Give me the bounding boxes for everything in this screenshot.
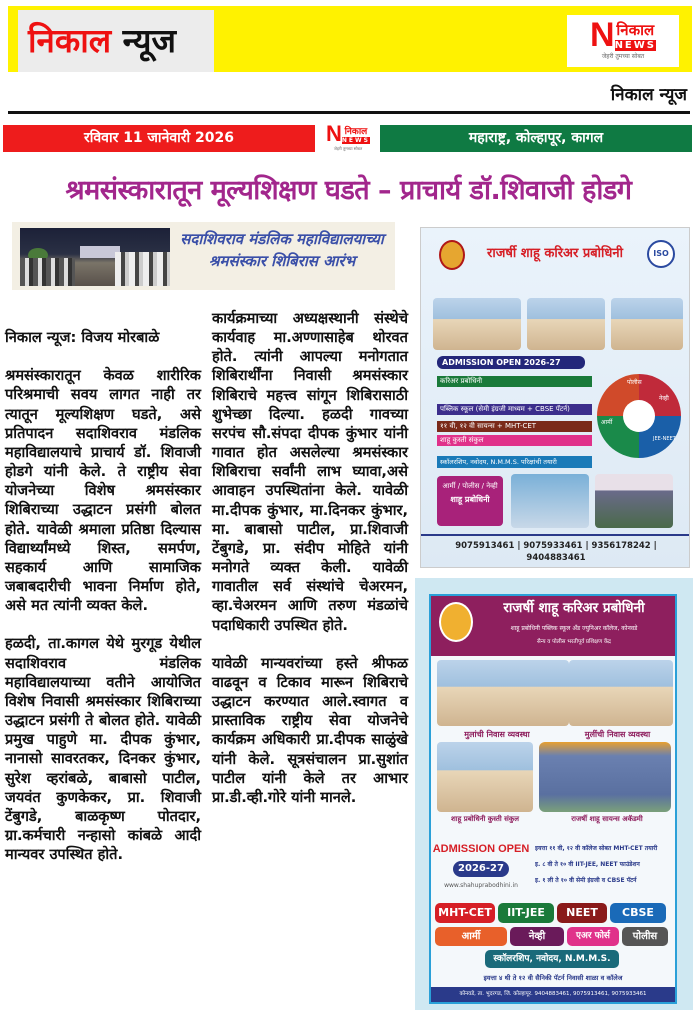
ad1-row: करिअर प्रबोधिनी [437, 376, 592, 387]
ad2-website: www.shahuprabodhini.in [444, 882, 518, 889]
masthead-title [18, 10, 214, 72]
divider [8, 111, 690, 114]
section-subtitle: निकाल न्यूज [610, 85, 687, 105]
chip-police: पोलीस [622, 927, 668, 946]
byline: निकाल न्यूज: विजय मोरबाळे [5, 329, 160, 346]
article-paragraph: यावेळी मान्यवरांच्या हस्ते श्रीफळ वाढवून व टिकाव मारून शिबिराचे उद्धाटन करण्यात आले.स्वागत व प्रास्ताविक राष्ट्रीय सेवा योजनेचे कार्यक्रम अधिकारी प्रा.दीपक साळुंखे यांनी केले. सूत्रसंचालन प्रा.सुशांत पाटील यांनी केले तर आभार प्रा.डी.व्ही.गोरे यांनी मानले. [212, 654, 408, 806]
ad2-label: मुलांची निवास व्यवस्था [464, 730, 530, 739]
ad1-phones: 9075913461 | 9075933461 | 9356178242 | 9404883461 [455, 541, 657, 563]
ad1-row: पब्लिक स्कूल (सेमी इंग्रजी माध्यम + CBSE पॅटर्न) [437, 404, 592, 415]
ad2-point: इ. १ ली ते १० वी सेमी इंग्रजी व CBSE पॅटर्न [535, 877, 637, 884]
chip-air-force: एअर फोर्स [567, 927, 619, 946]
chip-neet: NEET [557, 903, 607, 923]
article-paragraph: हळदी, ता.कागल येथे मुरगूड येथील सदाशिवराव मंडलिक महाविद्यालयाच्या वतीने आयोजित विशेष निवासी श्रमसंस्कार शिबिराच्या उद्धाटन प्रसंगी ते बोलत होते. यावेळी प्रमुख पाहुणे मा. दीपक कुंभार, नानासो सावरतकर, दिनकर कुंभार, सुरेश व्हरांबळे, बाबासो पाटील, जयवंत कुणकेकर, प्रा. शिवाजी टेंबुगडे, बाळकृष्ण पोतदार, ग्रा.कर्मचारी नन्हासो कांबळे आदी मान्यवर उपस्थित होते. [5, 635, 201, 864]
chip-scholarship: स्कॉलरशिप, नवोदय, N.M.M.S. [485, 950, 619, 968]
date-bar: रविवार 11 जानेवारी 2026 [3, 125, 315, 152]
ad2-point: इ. ८ वी ते १० वी IIT-JEE, NEET फाउंडेशन [535, 861, 640, 868]
article-paragraph: श्रमसंस्कारातून केवळ शारीरिक परिश्रमाची सवय लागत नाही तर त्यातून मूल्यशिक्षण घडते, असे प्रतिपादन सदाशिवराव मंडलिक महाविद्यालयाचे प्राचार्य डॉ. शिवाजी होडगे यांनी केले. ते राष्ट्रीय सेवा योजनेच्या विशेष श्रमसंस्कार शिबिराच्या उद्धाटन प्रसंगी बोलत होते. यावेळी श्रमाला प्रतिष्ठा दिल्यास विद्यार्थ्यांमध्ये शिस्त, समर्पण, सहकार्य आणि सामाजिक जबाबदारीची भावना निर्माण होते, असे मत त्यांनी व्यक्त केले. [5, 367, 201, 615]
ad1-admission: ADMISSION OPEN 2026-27 [437, 356, 585, 369]
ad2-point: इयत्ता ११ वी, १२ वी कॉलेज सोबत MHT-CET तयारी [535, 845, 658, 852]
brand-logo: N निकाल NEWS जेहरी तुमच्या सोबत [567, 15, 679, 67]
advertisement-2[interactable] [415, 578, 693, 1010]
ad1-promo: आर्मी / पोलीस / नेव्ही शाहू प्रबोधिनी [437, 476, 503, 526]
ad2-label: राजर्षी शाहू सायन्स अकॅडमी [571, 815, 643, 823]
ad2-bottom-text: इयत्ता ४ थी ते १२ वी सैनिकी पॅटर्न निवासी शाळा व कॉलेज [483, 974, 623, 982]
ad1-row: शाहू कुस्ती संकुल [437, 435, 592, 446]
ad2-label: शाहू प्रबोधिनी कुस्ती संकुल [451, 815, 519, 823]
masthead-title-black: न्यूज [111, 21, 176, 60]
masthead-title-red: निकाल [28, 21, 112, 60]
ad1-row: ११ वी, १२ वी सायन्स + MHT-CET [437, 421, 592, 432]
logo-text: निकाल [616, 20, 655, 39]
emblem-icon [439, 602, 473, 642]
logo-text: निकाल [344, 127, 368, 137]
chip-iit-jee: IIT-JEE [498, 903, 554, 923]
chip-army: आर्मी [435, 927, 507, 946]
ad1-row: स्कॉलरशिप, नवोदय, N.M.M.S. परिक्षांची तयारी [437, 456, 592, 468]
ad2-admission: ADMISSION OPEN [432, 843, 530, 855]
advertisement-1[interactable] [420, 227, 690, 568]
article-column-2 [212, 309, 408, 826]
logo-tagline: जेहरी तुमच्या सोबत [601, 53, 645, 60]
ad2-year: 2026-27 [453, 861, 509, 877]
location-bar: महाराष्ट्र, कोल्हापूर, कागल [380, 125, 692, 152]
iso-badge: ISO [647, 240, 675, 268]
ad2-tag: सैन्य व पोलीस भरतीपूर्व प्रशिक्षण केंद्र [537, 639, 611, 645]
logo-tagline: जेहरी तुमच्या सोबत [333, 146, 363, 151]
ad1-title: राजर्षी शाहू करिअर प्रबोधिनी [487, 246, 623, 261]
ad2-address: कोनवडे, ता. भुदरगड, जि. कोल्हापूर. 9404883461, 9075913461, 9075933461 [431, 987, 675, 1002]
chip-mht-cet: MHT-CET [435, 903, 495, 923]
brand-logo-small: N निकाल NEWS जेहरी तुमच्या सोबत [320, 122, 376, 156]
photo-caption: सदाशिवराव मंडलिक महाविद्यालयाच्या श्रमसंस्कार शिबिरास आरंभ [180, 230, 384, 270]
event-photo [20, 228, 170, 286]
headline: श्रमसंस्कारातून मूल्यशिक्षण घडते – प्राचार्य डॉ.शिवाजी होडगे [65, 175, 632, 206]
emblem-icon [439, 240, 465, 270]
ad2-subtitle: शाहू प्रबोधिनी पब्लिक स्कूल ॲंड ज्युनिअर कॉलेज, कोनवडे [510, 625, 638, 632]
wheel-graphic: पोलीस नेव्ही आर्मी JEE-NEET [597, 374, 681, 458]
article-paragraph: कार्यक्रमाच्या अध्यक्षस्थानी संस्थेचे कार्यवाह मा.अण्णासाहेब थोरवत होते. त्यांनी आपल्या मनोगतात शिबिरार्थींना निवासी श्रमसंस्कार शिबिराचे महत्त्व सांगून शिबिरासाठी शुभेच्छा दिल्या. हळदी गावच्या सरपंच सौ.संपदा दीपक कुंभार यांनी गावात होत असलेल्या श्रमसंस्कार शिबिराचा सर्वांनी लाभ घ्यावा,असे आवाहन उपस्थितांना केले. यावेळी मा.दीपक कुंभार, मा.दिनकर कुंभार, मा. बाबासो पाटील, प्रा.शिवाजी टेंबुगडे, प्रा. संदीप मोहिते यांनी मनोगते व्यक्त केली. यावेळी गावातील सर्व संस्थांचे चेअरमन, व्हा.चेअरमन आणि तरुण मंडळांचे पदाधिकारी उपस्थित होते. [212, 310, 408, 634]
ad2-title: राजर्षी शाहू करिअर प्रबोधिनी [503, 600, 645, 616]
chip-navy: नेव्ही [510, 927, 564, 946]
chip-cbse: CBSE [610, 903, 666, 923]
logo-news: NEWS [614, 39, 656, 51]
logo-news: NEWS [341, 137, 370, 144]
article-column-1 [5, 328, 201, 883]
ad2-label: मुलींची निवास व्यवस्था [584, 730, 651, 739]
